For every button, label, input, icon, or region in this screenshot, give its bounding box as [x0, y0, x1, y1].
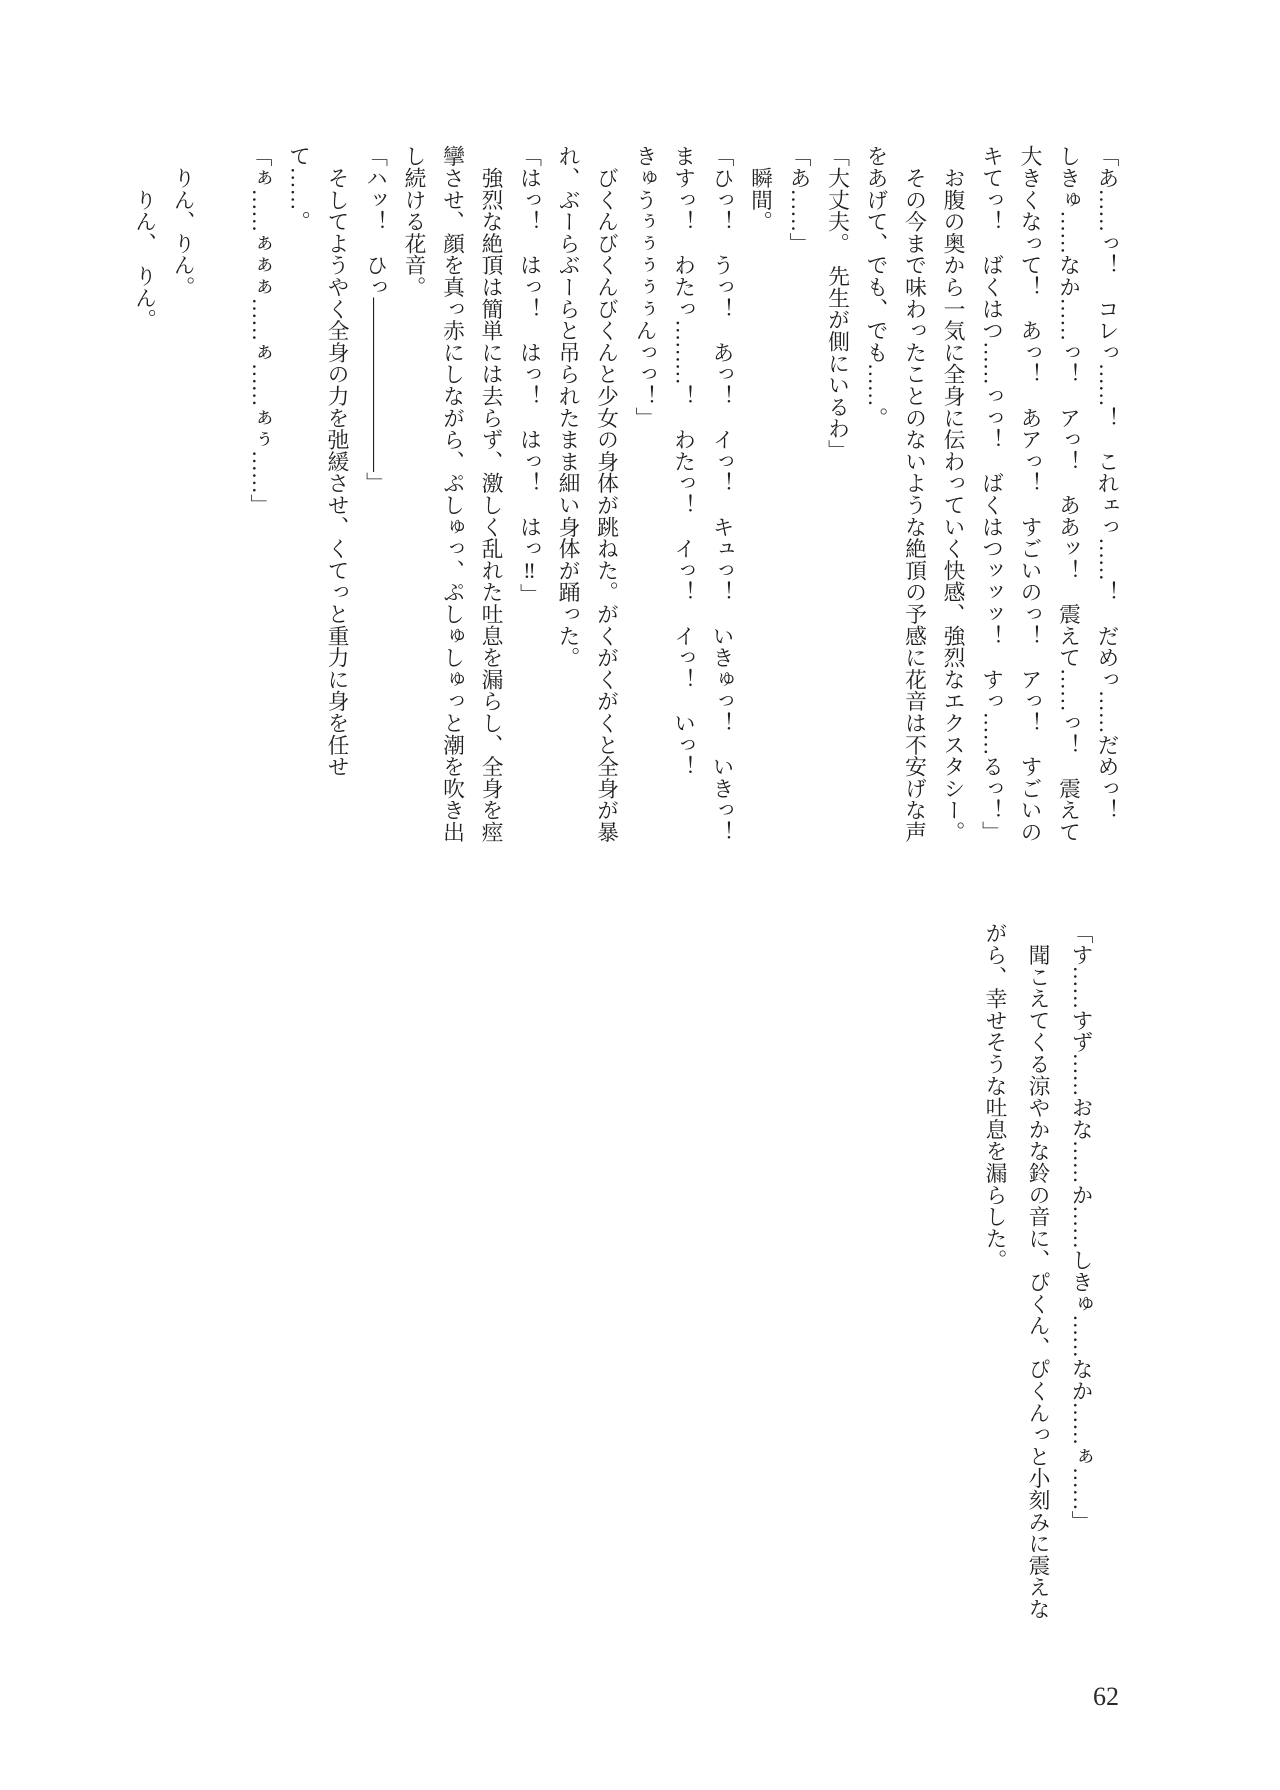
text-column: 「ハッ！ ひっ――――――――」 — [363, 145, 388, 494]
text-column: キてっ！ ばくはつ……っっ！ ばくはつッッッ！ すっ……るっ！」 — [979, 145, 1004, 843]
text-column: 攣させ、顔を真っ赤にしながら、ぷしゅっ、ぷしゅしゅっと潮を吹き出 — [440, 145, 465, 843]
text-column: れ、ぶーらぶーらと吊られたまま細い身体が踊った。 — [556, 145, 580, 669]
text-column: りん、りん。 — [171, 145, 195, 298]
text-column: きゅうぅぅぅぅぅんっっ！」 — [633, 145, 657, 429]
text-column: 「す……すず……おな……か……しきゅ……なか……ぁ……」 — [1069, 922, 1093, 1533]
text-column: をあげて、でも、でも……。 — [864, 145, 888, 429]
text-column: 「あ……」 — [787, 145, 811, 254]
text-column: 「ぁ……ぁぁぁ……ぁ……ぁぅ……」 — [248, 145, 272, 516]
text-column: 大きくなって！ あっ！ あアっ！ すごいのっ！ アっ！ すごいの — [1018, 145, 1042, 843]
text-column: 「はっ！ はっ！ はっ！ はっ！ はっ‼」 — [517, 145, 542, 605]
text-column: 「あ……っ！ コレっ……！ これェっ……！ だめっ……だめっ！ — [1095, 145, 1119, 821]
text-column: そしてようやく全身の力を弛緩させ、くてっと重力に身を任せて……。 — [286, 145, 349, 778]
text-column: 瞬間。 — [748, 145, 773, 233]
text-column: しきゅ……なか……っ！ アっ！ ああッ！ 震えて……っ！ 震えて — [1056, 145, 1081, 843]
text-column: 「大丈夫。 先生が側にいるわ」 — [825, 145, 850, 462]
secondary-text-block — [970, 922, 1102, 1632]
text-column: 聞こえてくる涼やかな鈴の音に、ぴくん、ぴくんっと小刻みに震えな — [1026, 922, 1050, 1620]
text-column: がら、幸せそうな吐息を漏らした。 — [983, 922, 1007, 1271]
text-column: 「ひっ！ うっ！ あっ！ イっ！ キュっ！ いきゅっ！ いきっ！ — [710, 145, 734, 843]
text-column — [202, 145, 241, 859]
main-text-block — [132, 145, 1126, 859]
text-column: びくんびくんびくんと少女の身体が跳ねた。がくがくがくと全身が暴 — [594, 145, 619, 843]
text-column: ますっ！ わたっ………！ わたっ！ イっ！ イっ！ いっ！ — [671, 145, 696, 778]
text-column: その今まで味わったことのないような絶頂の予感に花音は不安げな声 — [902, 145, 927, 843]
text-column: し続ける花音。 — [402, 145, 426, 298]
text-column: お腹の奥から一気に全身に伝わっていく快感、強烈なエクスタシー。 — [941, 145, 965, 843]
page-number: 62 — [1093, 1682, 1119, 1711]
text-column: 強烈な絶頂は簡単には去らず、激しく乱れた吐息を漏らし、全身を痙 — [479, 145, 503, 843]
text-column: りん、 りん。 — [132, 145, 157, 331]
